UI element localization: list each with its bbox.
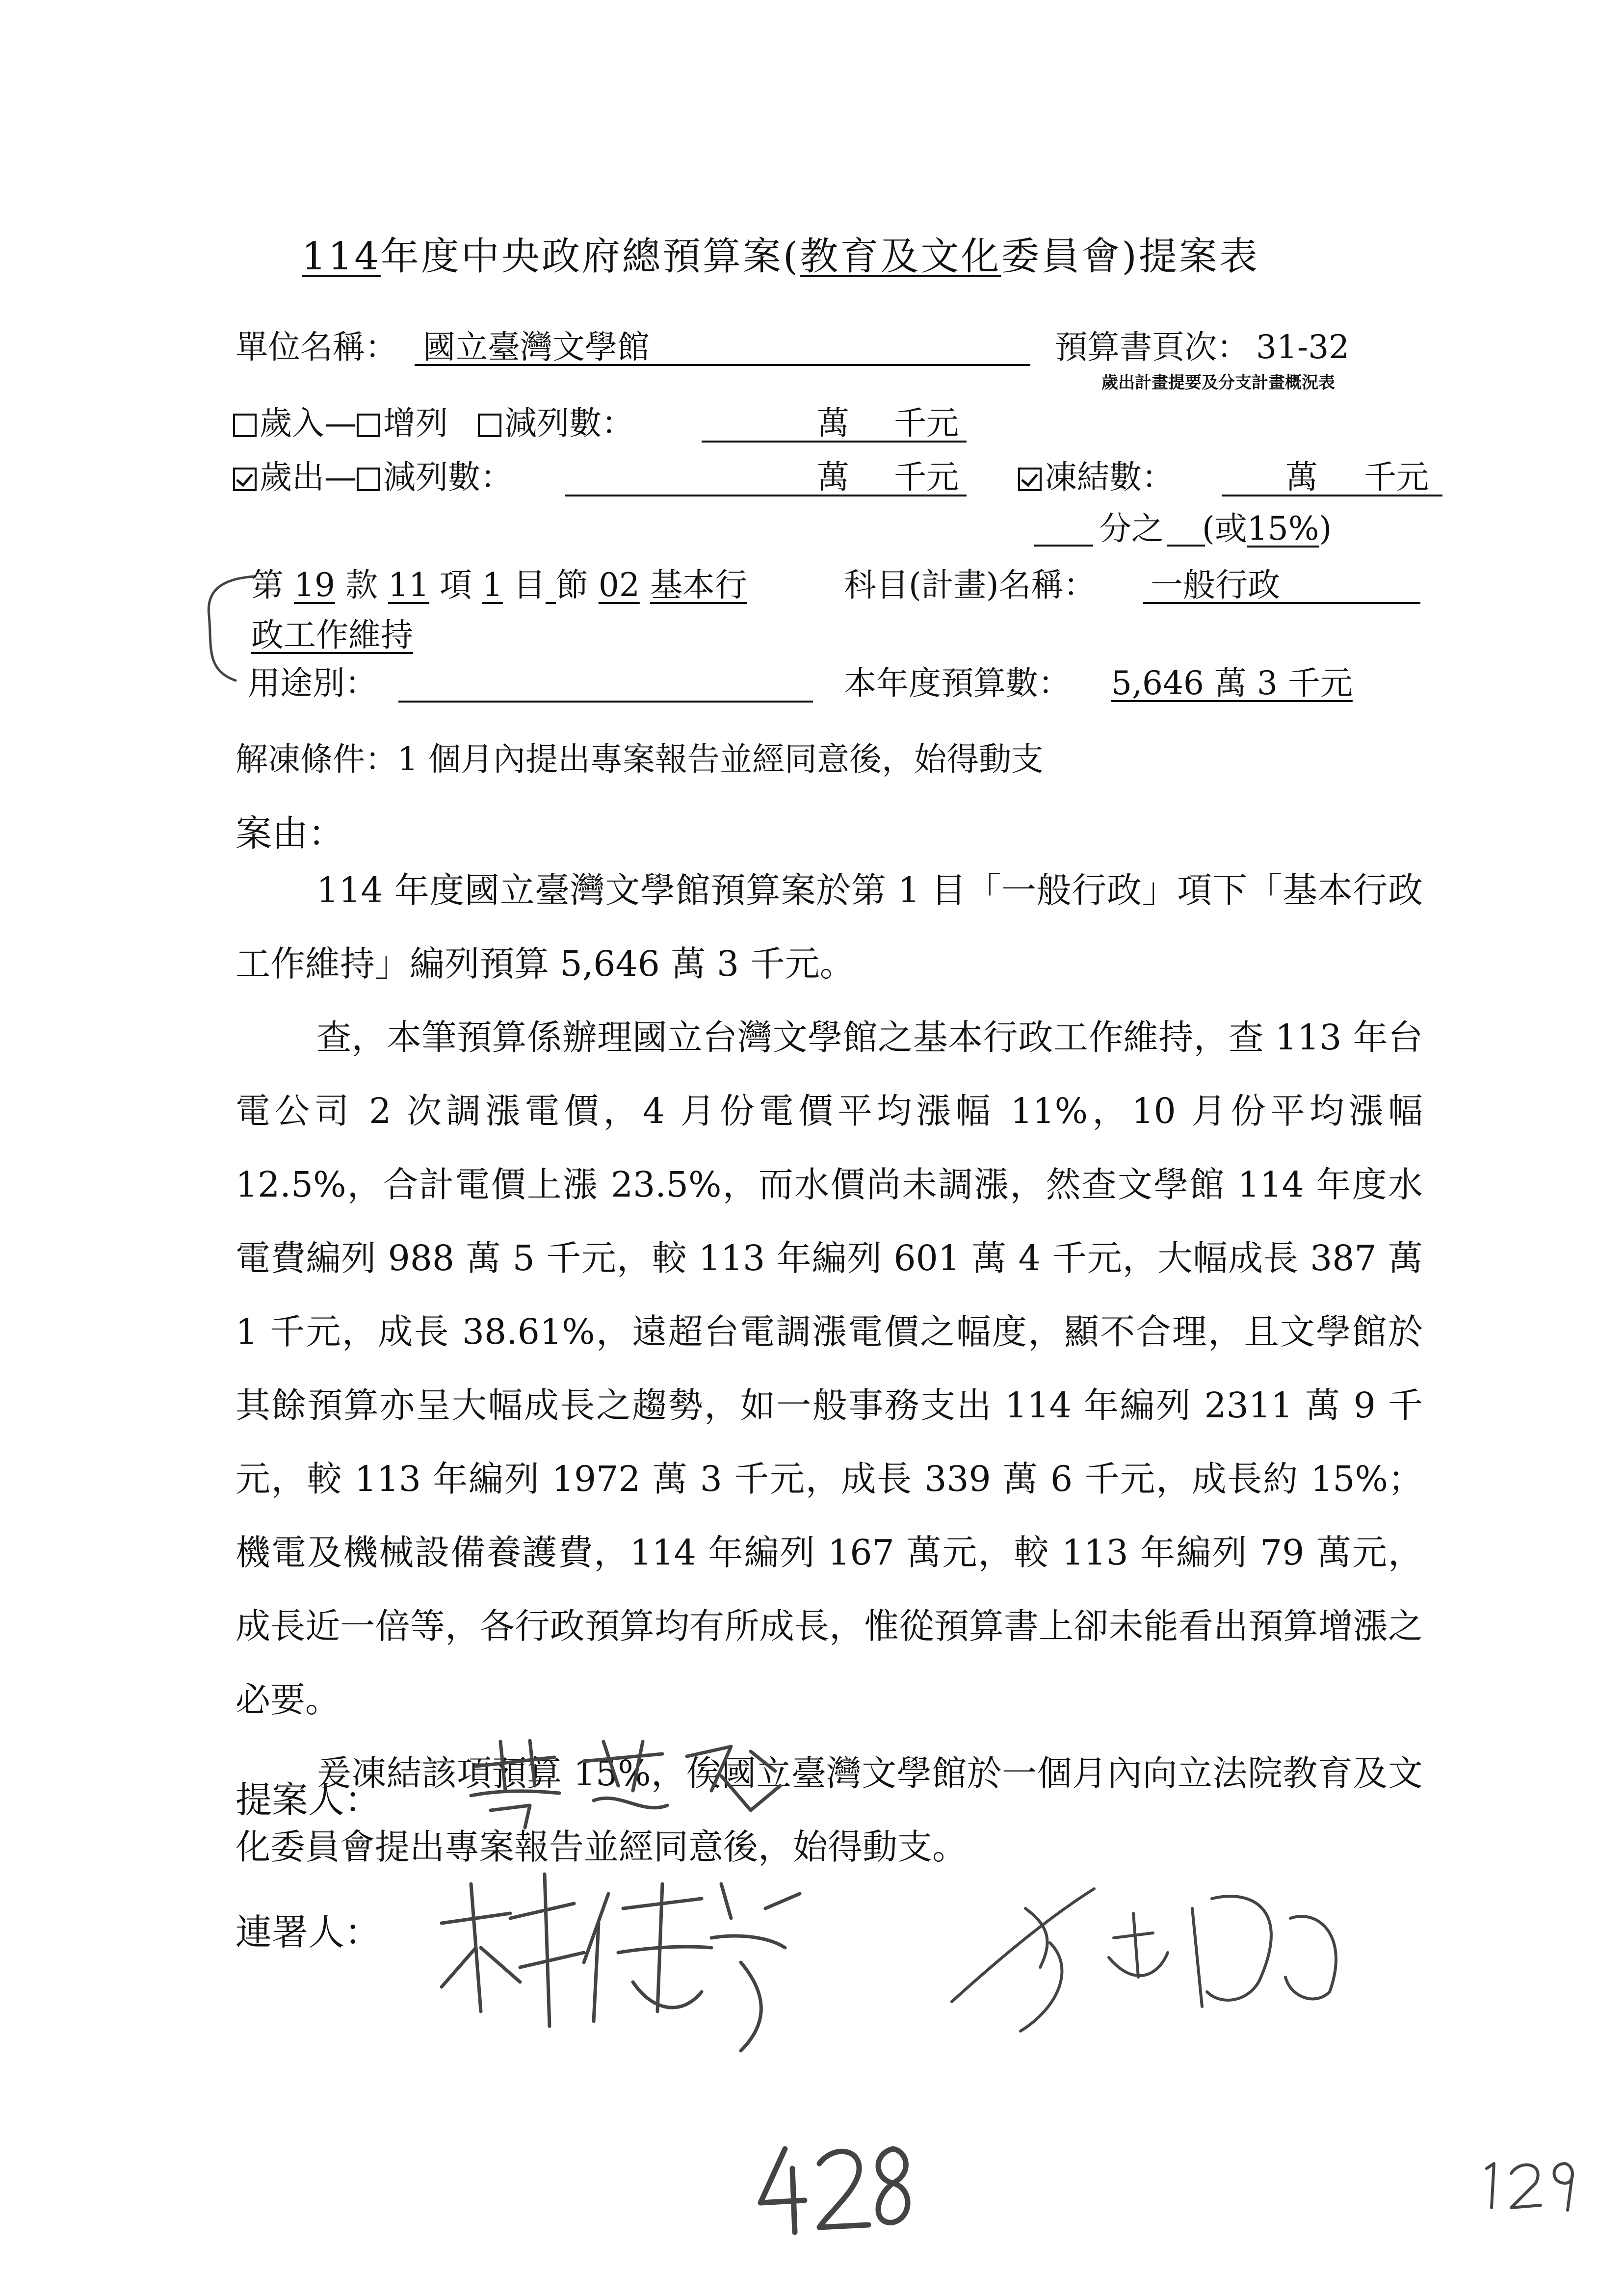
budget-page-label: 預算書頁次：: [1055, 328, 1249, 366]
budget-amount-label: 本年度預算數：: [844, 664, 1071, 702]
proposer-signature: [456, 1732, 800, 1830]
subject-label: 科目(計畫)名稱：: [844, 566, 1096, 604]
budget-amount-value: 5,646 萬 3 千元: [1111, 664, 1353, 702]
title-year: 114: [302, 235, 381, 279]
reason-paragraph-2: 查，本筆預算係辦理國立台灣文學館之基本行政工作維持，查 113 年台電公司 2 次調漲電價，4 月份電價平均漲幅 11%，10 月份平均漲幅 12.5%，合計電價上漲 23.5%，而水價尚未調漲，然查文學館 114 年度水電費編列 988 萬 5 千元，較 113 年編列 601 萬 4 千元，大幅成長 387 萬 1 千元，成長 38.61%，遠超台電調漲電價之幅度，顯不合理，且文學館於其餘預算亦呈大幅成長之趨勢，如一般事務支出 114 年編列 2311 萬 9 千元，較 113 年編列 1972 萬 3 千元，成長 339 萬 6 千元，成長約 15%；機電及機械設備養護費，114 年編列 167 萬元，較 113 年編列 79 萬元，成長近一倍等，各行政預算均有所成長，惟從預算書上卻未能看出預算增漲之必要。: [236, 1017, 1423, 1720]
item-jie: 節: [555, 566, 588, 604]
revenue-label: 歲入—: [260, 404, 357, 442]
handwritten-page-number-428: [751, 2139, 927, 2237]
expense-qian: 千元: [894, 458, 959, 496]
item-mu-no: 1: [482, 566, 503, 604]
revenue-increase-label: 增列: [383, 404, 448, 442]
reason-paragraph-3: 爰凍結該項預算 15%，俟國立臺灣文學館於一個月內向立法院教育及文化委員會提出專案報告並經同意後，始得動支。: [236, 1753, 1423, 1867]
usage-underline: [398, 701, 813, 703]
revenue-qian: 千元: [894, 404, 959, 442]
revenue-decrease-checkbox[interactable]: [478, 414, 501, 437]
expense-wan: 萬: [817, 458, 849, 496]
item-xiang-no: 11: [388, 566, 429, 604]
item-jie-no: 02: [598, 566, 640, 604]
document-title: [302, 226, 1259, 281]
fraction-label: 分之: [1099, 510, 1164, 548]
subject-name: 一般行政: [1151, 566, 1280, 604]
revenue-decrease-label: 減列數：: [504, 404, 634, 442]
item-kuan: 款: [345, 566, 378, 604]
close-paren: ): [1319, 510, 1332, 548]
item-jie-name-1: 基本行: [650, 566, 747, 604]
revenue-wan: 萬: [817, 404, 849, 442]
or-label: (或: [1202, 510, 1247, 548]
reason-label: 案由：: [236, 812, 344, 855]
unit-name-underline: [415, 364, 1030, 366]
item-xiang: 項: [439, 566, 472, 604]
cosigner-label: 連署人：: [236, 1911, 381, 1954]
usage-label: 用途別：: [248, 664, 377, 702]
cosigner-signature-1: [427, 1864, 868, 2070]
freeze-line: [1018, 458, 1174, 496]
freeze-checkbox[interactable]: [1018, 468, 1042, 491]
freeze-percent: 15%: [1247, 510, 1319, 548]
title-part2: 委員會)提案表: [1001, 235, 1259, 279]
revenue-increase-checkbox[interactable]: [357, 414, 380, 437]
item-line: [251, 566, 747, 604]
item-di: 第: [251, 566, 284, 604]
expense-decrease-label: 減列數：: [383, 458, 513, 496]
proposer-label: 提案人：: [236, 1779, 381, 1821]
expense-decrease-checkbox[interactable]: [357, 468, 380, 491]
title-committee: 教育及文化: [800, 235, 1001, 279]
fraction-denominator-blank: [1167, 545, 1205, 547]
expense-label: 歲出—: [260, 458, 357, 496]
unfreeze-condition: 解凍條件：1 個月內提出專案報告並經同意後，始得動支: [236, 740, 1044, 778]
budget-page-note: 歲出計畫提要及分支計畫概況表: [1101, 373, 1335, 392]
item-kuan-no: 19: [293, 566, 335, 604]
budget-page-numbers: 31-32: [1256, 328, 1350, 366]
item-mu: 目: [513, 566, 546, 604]
title-part1: 年度中央政府總預算案(: [380, 235, 800, 279]
item-jie-name-2: 政工作維持: [251, 616, 413, 654]
handwritten-sheet-number-129: [1482, 2154, 1580, 2213]
freeze-wan: 萬: [1285, 458, 1318, 496]
freeze-qian: 千元: [1364, 458, 1429, 496]
expense-line: [233, 458, 513, 496]
subject-underline: [1143, 602, 1420, 604]
cosigner-signature-2: [947, 1879, 1364, 2036]
unit-name: 國立臺灣文學館: [423, 328, 650, 366]
reason-body: [236, 854, 1423, 1884]
fraction-or-percent: [1202, 510, 1332, 548]
revenue-line: [233, 404, 634, 442]
fraction-numerator-blank: [1034, 545, 1093, 547]
expense-checkbox[interactable]: [233, 468, 257, 491]
revenue-checkbox[interactable]: [233, 414, 257, 437]
unit-label: 單位名稱：: [236, 328, 397, 366]
reason-paragraph-1: 114 年度國立臺灣文學館預算案於第 1 目「一般行政」項下「基本行政工作維持」編列預算 5,646 萬 3 千元。: [236, 870, 1423, 984]
freeze-label: 凍結數：: [1045, 458, 1174, 496]
